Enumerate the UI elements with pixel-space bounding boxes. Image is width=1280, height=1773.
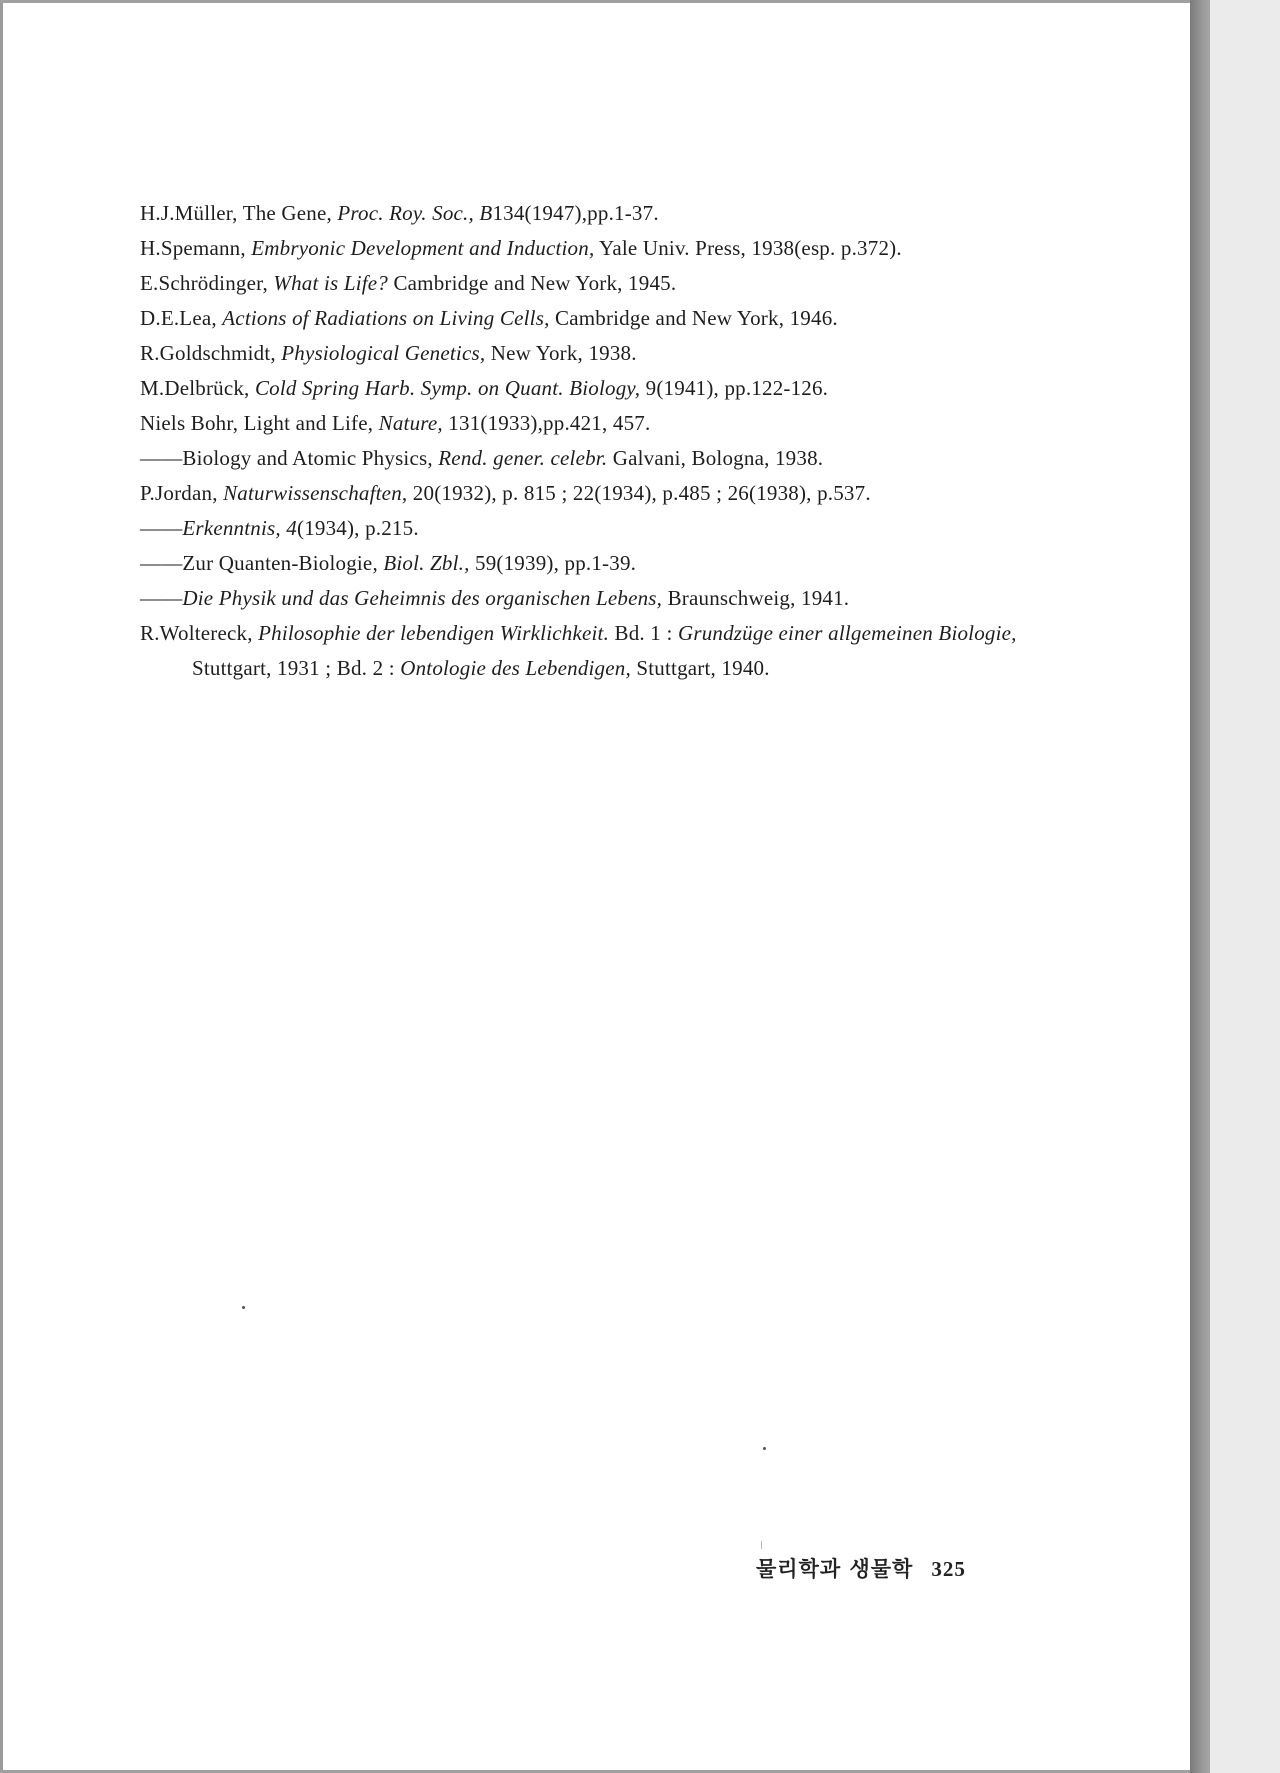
scan-mark bbox=[761, 1541, 762, 1549]
page-footer bbox=[756, 1553, 966, 1583]
reference-text: Biology and Atomic Physics, bbox=[182, 446, 439, 470]
reference-italic: Die Physik und das Geheimnis des organischen Lebens, bbox=[182, 586, 663, 610]
reference-text: Yale Univ. Press, 1938(esp. p.372). bbox=[594, 236, 902, 260]
reference-author: —— bbox=[140, 586, 183, 610]
reference-text: Stuttgart, 1931 ; Bd. 2 : bbox=[192, 656, 401, 680]
reference-text: Stuttgart, 1940. bbox=[630, 656, 770, 680]
reference-list bbox=[140, 196, 1020, 686]
reference-item bbox=[140, 266, 1020, 301]
reference-author: R.Woltereck, bbox=[140, 621, 259, 645]
page-border-top bbox=[0, 0, 1190, 3]
reference-italic: What is Life? bbox=[273, 271, 388, 295]
reference-author: H.J.Müller, bbox=[140, 201, 243, 225]
reference-item bbox=[140, 476, 1020, 511]
reference-author: Niels Bohr, bbox=[140, 411, 244, 435]
page-number: 325 bbox=[931, 1557, 966, 1581]
reference-italic: Ontologie des Lebendigen, bbox=[400, 656, 631, 680]
reference-text: 131(1933),pp.421, 457. bbox=[442, 411, 651, 435]
reference-item bbox=[140, 196, 1020, 231]
reference-italic: Physiological Genetics, bbox=[281, 341, 486, 365]
reference-author: E.Schrödinger, bbox=[140, 271, 274, 295]
reference-text: 20(1932), p. 815 ; 22(1934), p.485 ; 26(1938), p.537. bbox=[407, 481, 871, 505]
reference-author: —— bbox=[140, 516, 183, 540]
reference-italic: Nature, bbox=[378, 411, 443, 435]
reference-author: D.E.Lea, bbox=[140, 306, 223, 330]
reference-item bbox=[140, 301, 1020, 336]
reference-item bbox=[140, 231, 1020, 266]
reference-author: R.Goldschmidt, bbox=[140, 341, 282, 365]
page-border-left bbox=[0, 0, 3, 1773]
reference-text: Cambridge and New York, 1945. bbox=[388, 271, 677, 295]
reference-italic: Naturwissenschaften, bbox=[223, 481, 408, 505]
reference-item bbox=[140, 441, 1020, 476]
reference-text: 59(1939), pp.1-39. bbox=[469, 551, 637, 575]
reference-italic: Proc. Roy. Soc., B bbox=[337, 201, 493, 225]
reference-text: Zur Quanten-Biologie, bbox=[182, 551, 384, 575]
reference-text: Braunschweig, 1941. bbox=[662, 586, 850, 610]
reference-item bbox=[140, 406, 1020, 441]
running-title: 물리학과 생물학 bbox=[756, 1557, 914, 1581]
reference-text: 134(1947),pp.1-37. bbox=[492, 201, 659, 225]
reference-text: (1934), p.215. bbox=[297, 516, 419, 540]
reference-item bbox=[140, 511, 1020, 546]
reference-item bbox=[140, 371, 1020, 406]
reference-text: The Gene, bbox=[242, 201, 338, 225]
reference-item bbox=[140, 336, 1020, 371]
reference-item bbox=[140, 616, 1020, 686]
reference-italic: Embryonic Development and Induction, bbox=[251, 236, 595, 260]
reference-italic: Actions of Radiations on Living Cells, bbox=[222, 306, 550, 330]
reference-author: —— bbox=[140, 551, 183, 575]
reference-author: P.Jordan, bbox=[140, 481, 224, 505]
page-edge-margin bbox=[1210, 0, 1280, 1773]
reference-text: New York, 1938. bbox=[485, 341, 637, 365]
reference-item bbox=[140, 581, 1020, 616]
reference-author: H.Spemann, bbox=[140, 236, 252, 260]
reference-italic: Erkenntnis, 4 bbox=[182, 516, 297, 540]
reference-italic: Rend. gener. celebr. bbox=[438, 446, 608, 470]
reference-text: Bd. 1 : bbox=[609, 621, 678, 645]
scan-speck bbox=[242, 1306, 245, 1309]
page-edge-shadow bbox=[1190, 0, 1210, 1773]
reference-text: Light and Life, bbox=[243, 411, 379, 435]
reference-italic: Grundzüge einer allgemeinen Biologie, bbox=[677, 621, 1017, 645]
reference-author: M.Delbrück, bbox=[140, 376, 255, 400]
reference-text: 9(1941), pp.122-126. bbox=[640, 376, 829, 400]
reference-italic: Cold Spring Harb. Symp. on Quant. Biology, bbox=[254, 376, 641, 400]
reference-text: Galvani, Bologna, 1938. bbox=[607, 446, 824, 470]
scan-speck bbox=[763, 1447, 766, 1450]
reference-italic: Biol. Zbl., bbox=[383, 551, 470, 575]
reference-item bbox=[140, 546, 1020, 581]
reference-italic: Philosophie der lebendigen Wirklichkeit. bbox=[258, 621, 610, 645]
reference-author: —— bbox=[140, 446, 183, 470]
reference-text: Cambridge and New York, 1946. bbox=[549, 306, 838, 330]
